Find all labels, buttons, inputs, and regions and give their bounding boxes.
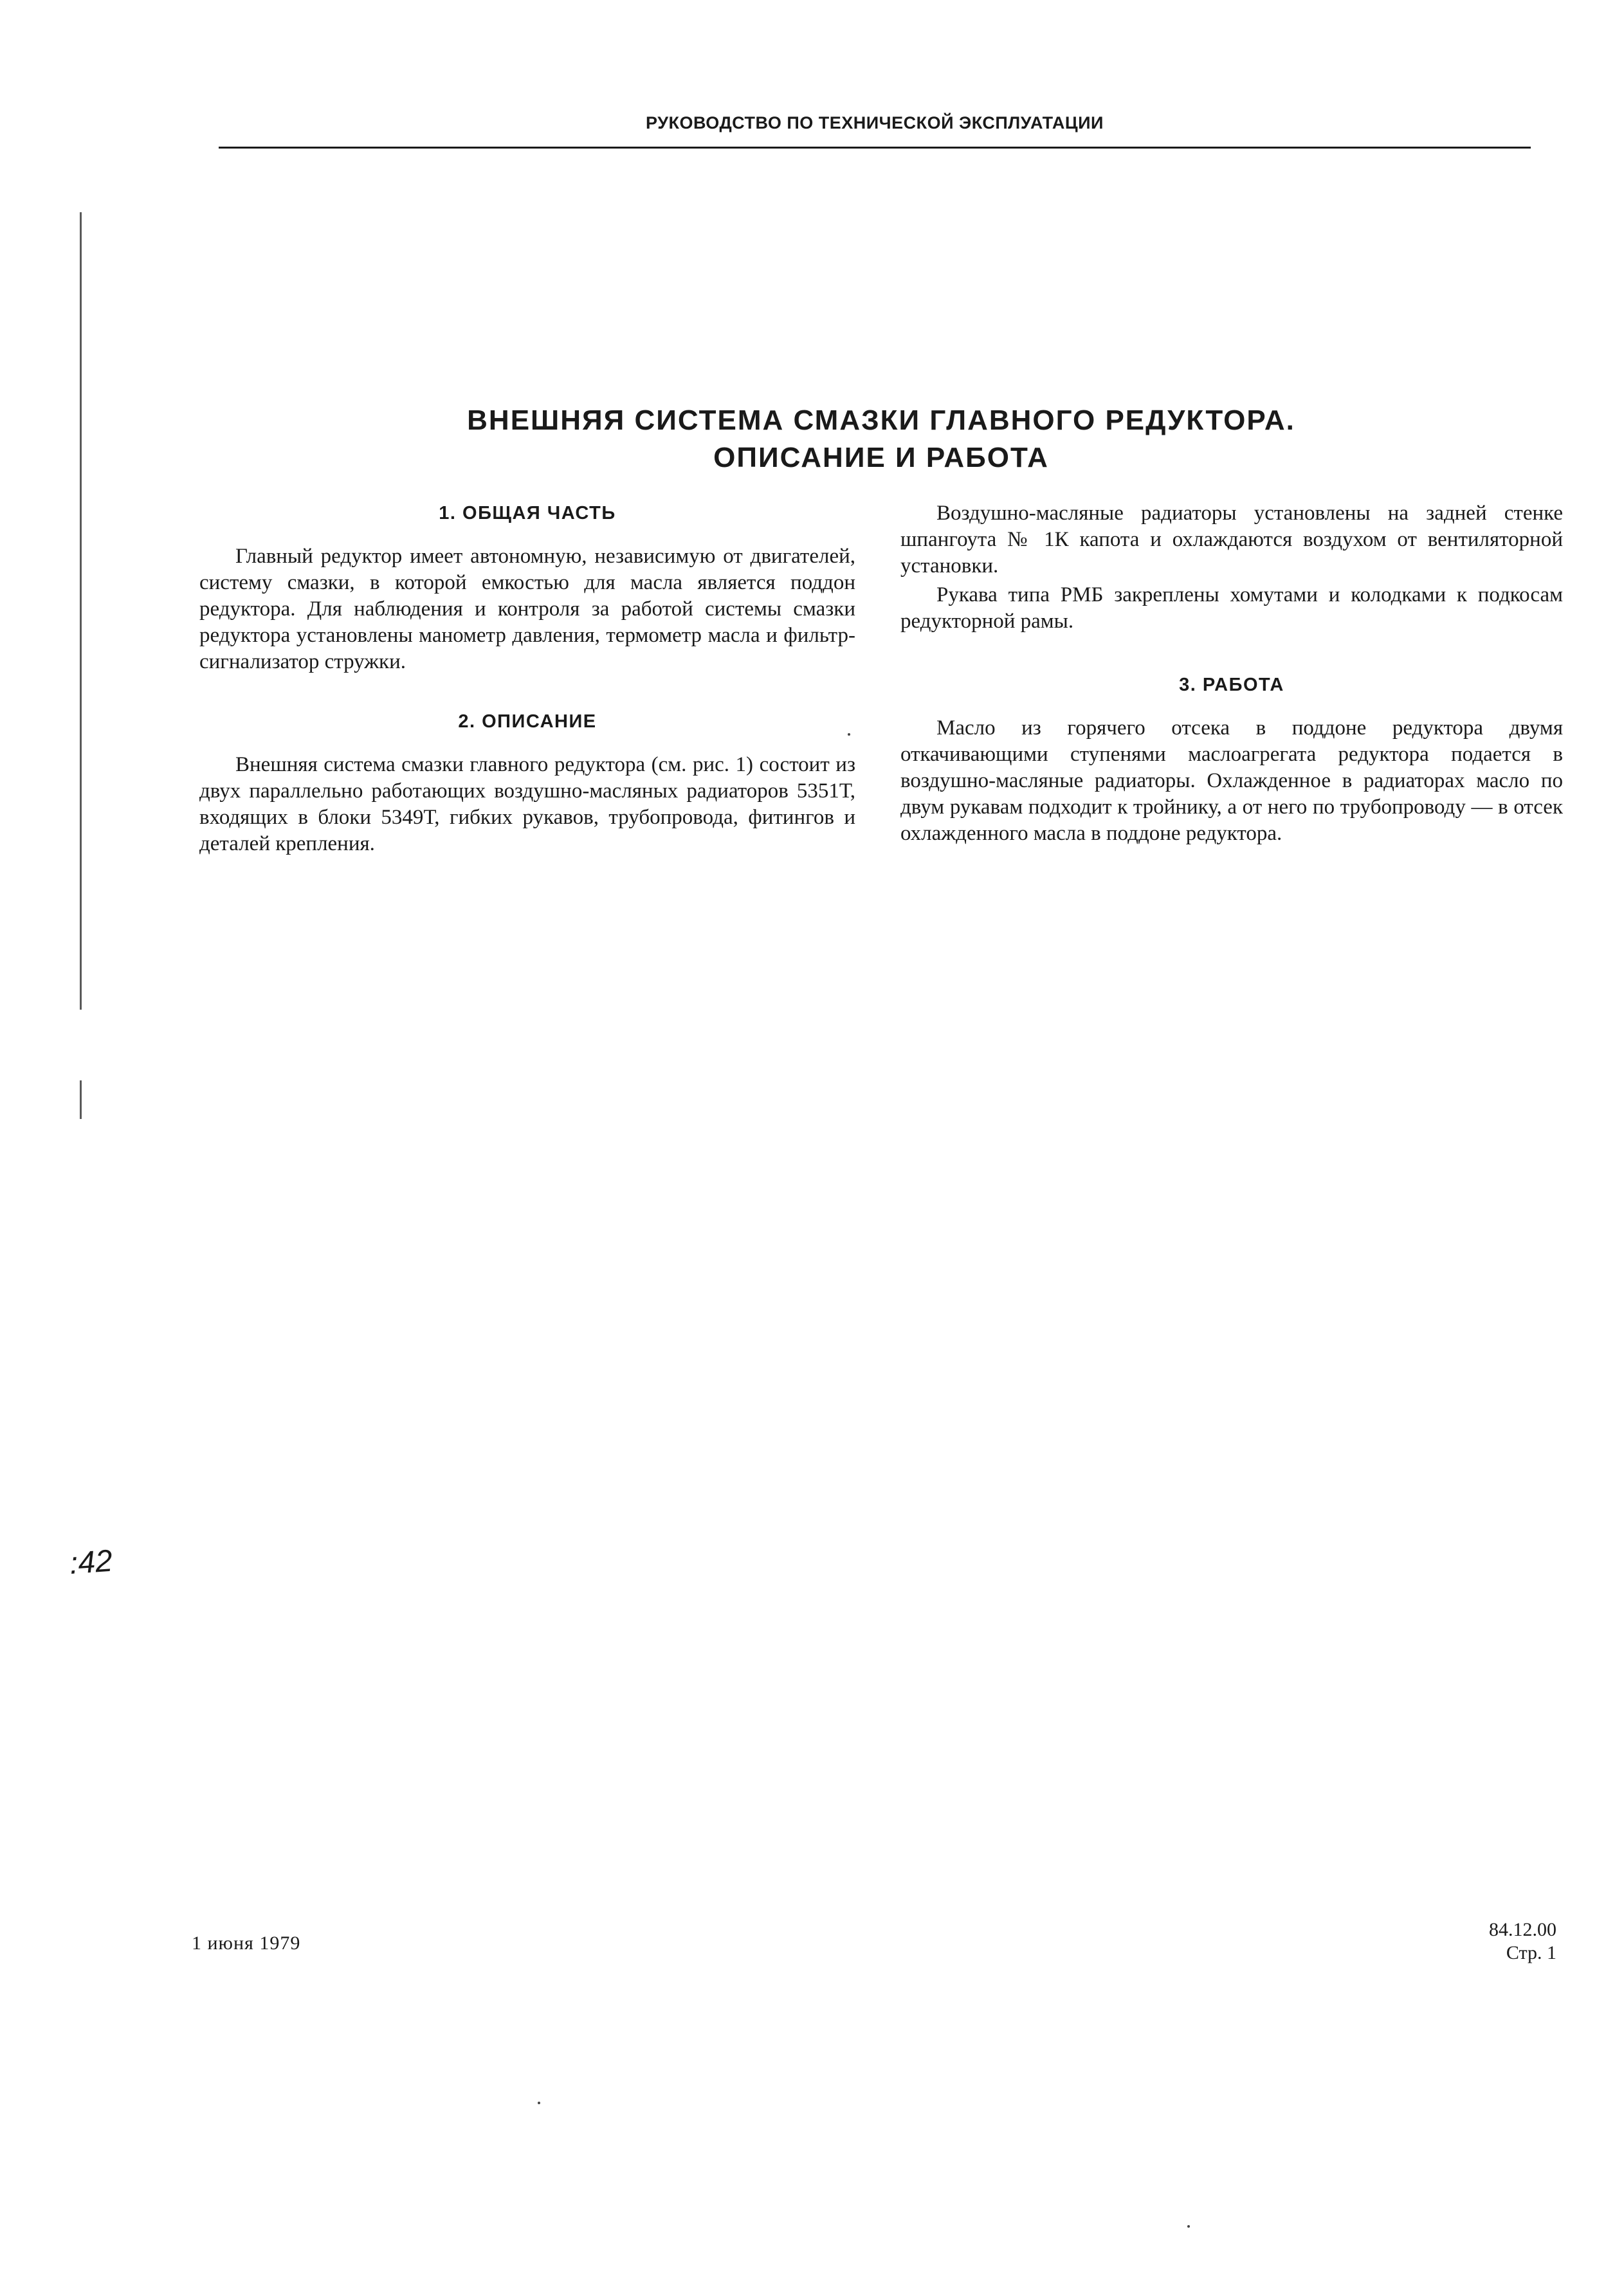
section-heading-general: 1. ОБЩАЯ ЧАСТЬ bbox=[439, 503, 616, 523]
section-heading-description: 2. ОПИСАНИЕ bbox=[458, 711, 597, 732]
header-rule bbox=[219, 147, 1531, 149]
scan-speck bbox=[538, 2102, 540, 2104]
footer-reference bbox=[1402, 1918, 1556, 1965]
operation-paragraph: Масло из горячего отсека в поддоне редуктора двумя откачивающими ступенями маслоагрегата редуктора подается в воздушно-масляные радиаторы. Охлажденное в радиаторах масло по двум рукавам подходит к тройнику, а от него по трубопроводу — в отсек охлажденного масла в поддоне редуктора. bbox=[900, 716, 1563, 845]
radiators-paragraph: Воздушно-масляные радиаторы установлены на задней стенке шпангоута № 1К капота и охлаждаются воздухом от вентиляторной установки. bbox=[900, 502, 1563, 578]
footer-code: 84.12.00 bbox=[1489, 1919, 1556, 1940]
section-heading-operation: 3. РАБОТА bbox=[1179, 675, 1284, 695]
title-line-2: ОПИСАНИЕ И РАБОТА bbox=[713, 442, 1049, 473]
general-paragraph: Главный редуктор имеет автономную, независимую от двигателей, систему смазки, в которой емкостью для масла является поддон редуктора. Для наблюдения и контроля за работой системы смазки редуктора установлены манометр давления, термометр масла и фильтр-сигнализатор стружки. bbox=[199, 545, 855, 673]
document-title bbox=[360, 402, 1402, 477]
left-column bbox=[199, 500, 855, 857]
right-column bbox=[900, 500, 1563, 847]
title-line-1: ВНЕШНЯЯ СИСТЕМА СМАЗКИ ГЛАВНОГО РЕДУКТОРА. bbox=[467, 405, 1295, 436]
running-header: РУКОВОДСТВО ПО ТЕХНИЧЕСКОЙ ЭКСПЛУАТАЦИИ bbox=[646, 113, 1104, 132]
description-paragraph: Внешняя система смазки главного редуктора (см. рис. 1) состоит из двух параллельно работающих воздушно-масляных радиаторов 5351Т, входящих в блоки 5349Т, гибких рукавов, трубопровода, фитингов и деталей крепления. bbox=[199, 753, 855, 855]
scan-speck bbox=[1187, 2225, 1190, 2228]
margin-binding-mark bbox=[80, 1080, 82, 1119]
footer-page: Стр. 1 bbox=[1506, 1942, 1556, 1963]
margin-binding-line bbox=[80, 212, 82, 1010]
hoses-paragraph: Рукава типа РМБ закреплены хомутами и колодками к подкосам редукторной рамы. bbox=[900, 583, 1563, 633]
scan-speck bbox=[848, 733, 850, 736]
footer-date: 1 июня 1979 bbox=[192, 1933, 301, 1954]
handwritten-page-number: :42 bbox=[68, 1543, 114, 1581]
